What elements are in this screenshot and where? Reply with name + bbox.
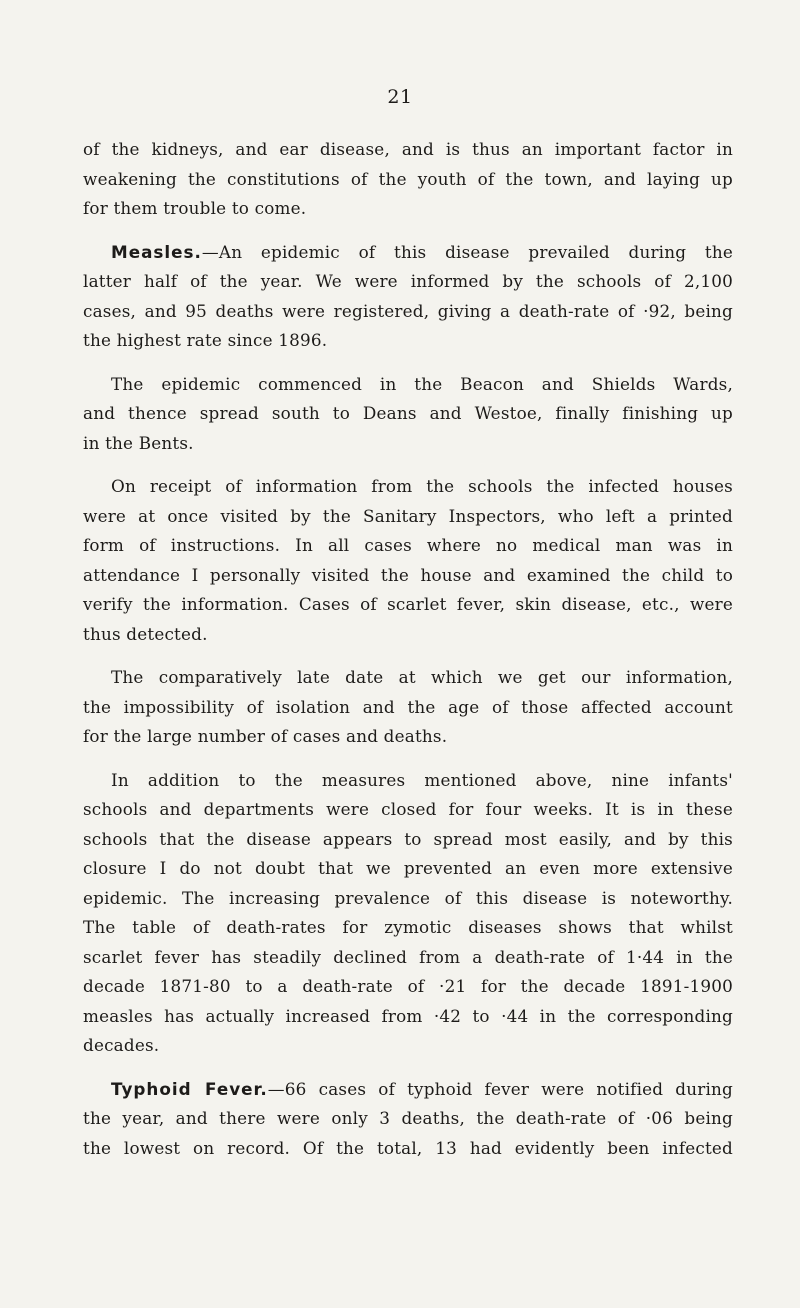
text-line: the year, and there were only 3 deaths, the death-rate of ·06 being <box>83 1108 733 1128</box>
text-line <box>83 1075 733 1105</box>
text-line: The table of death-rates for zymotic diseases shows that whilst <box>83 917 733 937</box>
text-line: the highest rate since 1896. <box>83 330 328 350</box>
paragraph-gap <box>83 224 733 238</box>
paragraph-late-information <box>83 663 733 752</box>
section-heading-measles: Measles. <box>111 241 202 262</box>
text-line: were at once visited by the Sanitary Inspectors, who left a printed <box>83 505 733 526</box>
paragraph-gap <box>83 356 733 370</box>
text-line: in the Bents. <box>83 432 194 453</box>
text-line: On receipt of information from the schools the infected houses <box>111 476 733 496</box>
text-line: latter half of the year. We were informed by the schools of 2,100 <box>83 271 733 291</box>
paragraph-inspections <box>83 472 733 649</box>
text-line: form of instructions. In all cases where no medical man was in <box>83 535 733 555</box>
text-run: —66 cases of typhoid fever were notified during <box>267 1078 733 1099</box>
page-number: 21 <box>387 86 413 108</box>
text-line: decades. <box>83 1035 160 1055</box>
text-line: of the kidneys, and ear disease, and is thus an important factor in <box>83 139 733 159</box>
paragraph-measles <box>83 238 733 356</box>
text-line: cases, and 95 deaths were registered, giving a death-rate of ·92, being <box>83 300 733 321</box>
text-line: the impossibility of isolation and the age of those affected account <box>83 696 733 717</box>
text-line: thus detected. <box>83 623 208 644</box>
text-line: for the large number of cases and deaths. <box>83 726 448 746</box>
text-line: In addition to the measures mentioned above, nine infants' <box>111 769 733 790</box>
paragraph-gap <box>83 752 733 766</box>
paragraph-kidneys-continuation <box>83 135 733 224</box>
paragraph-school-closures <box>83 766 733 1061</box>
text-line: weakening the constitutions of the youth of the town, and laying up <box>83 168 733 189</box>
text-line: for them trouble to come. <box>83 198 307 218</box>
text-line: schools and departments were closed for four weeks. It is in these <box>83 799 733 819</box>
text-line: verify the information. Cases of scarlet fever, skin disease, etc., were <box>83 594 733 614</box>
paragraph-gap <box>83 458 733 472</box>
paragraph-gap <box>83 1061 733 1075</box>
text-line: scarlet fever has steadily declined from a death-rate of 1·44 in the <box>83 946 733 967</box>
text-line: The epidemic commenced in the Beacon and Shields Wards, <box>111 373 733 394</box>
section-heading-typhoid-fever: Typhoid Fever. <box>111 1078 268 1099</box>
text-line: and thence spread south to Deans and Westoe, finally finishing up <box>83 403 733 423</box>
paragraph-epidemic-spread <box>83 370 733 459</box>
text-line <box>83 238 733 268</box>
body-text <box>83 135 733 1163</box>
text-line: decade 1871-80 to a death-rate of ·21 for the decade 1891-1900 <box>83 976 733 996</box>
text-line: epidemic. The increasing prevalence of this disease is noteworthy. <box>83 887 733 908</box>
text-line: schools that the disease appears to spread most easily, and by this <box>83 828 733 849</box>
text-run: —An epidemic of this disease prevailed during the <box>201 241 733 262</box>
paragraph-gap <box>83 649 733 663</box>
text-line: attendance I personally visited the house and examined the child to <box>83 564 733 585</box>
text-line: measles has actually increased from ·42 to ·44 in the corresponding <box>83 1005 733 1026</box>
text-line: the lowest on record. Of the total, 13 had evidently been infected <box>83 1137 733 1158</box>
paragraph-typhoid-fever <box>83 1075 733 1164</box>
text-line: The comparatively late date at which we get our information, <box>111 667 733 687</box>
text-line: closure I do not doubt that we prevented an even more extensive <box>83 858 733 878</box>
